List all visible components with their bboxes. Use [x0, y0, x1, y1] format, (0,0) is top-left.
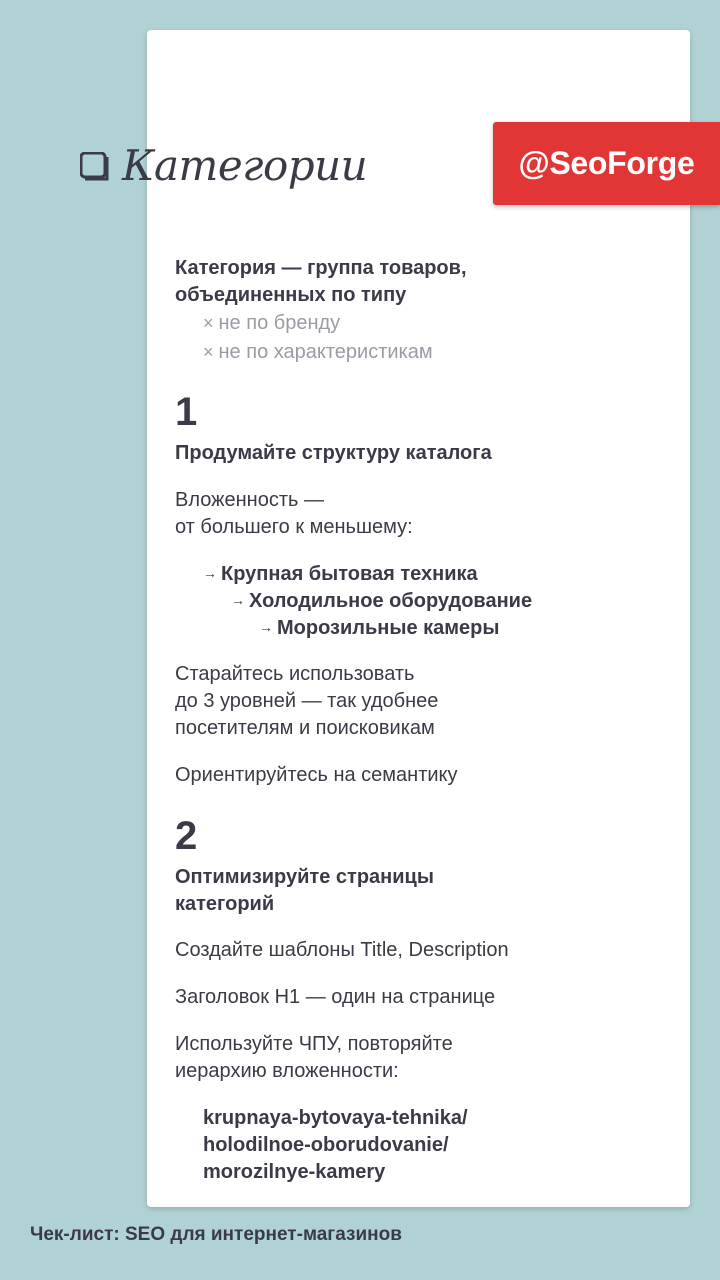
page-title: Категории — [122, 141, 368, 190]
nest-intro-line-2: от большего к меньшему: — [175, 516, 413, 538]
checkbox-icon — [80, 152, 108, 180]
hierarchy-label: Холодильное оборудование — [249, 590, 533, 612]
hierarchy-label: Морозильные камеры — [277, 617, 500, 639]
item-templates: Создайте шаблоны Title, Description — [175, 939, 509, 961]
not-item-label: не по бренду — [218, 312, 341, 334]
arrow-right-icon: → — [203, 565, 217, 581]
section-number-2: 2 — [175, 814, 198, 858]
item-url-line-2: иерархию вложенности: — [175, 1060, 399, 1082]
intro-line-2: объединенных по типу — [175, 284, 407, 306]
cross-icon: × — [203, 313, 214, 333]
section-heading-1: Продумайте структуру каталога — [175, 442, 492, 464]
tip-line-3: посетителям и поисковикам — [175, 717, 435, 739]
intro-line-1: Категория — группа товаров, — [175, 257, 467, 279]
nest-intro-line-1: Вложенность — — [175, 489, 324, 511]
hierarchy-label: Крупная бытовая техника — [221, 563, 478, 585]
item-h1: Заголовок H1 — один на странице — [175, 986, 496, 1008]
not-item-brand — [203, 310, 340, 337]
tip-semantic: Ориентируйтесь на семантику — [175, 764, 458, 786]
not-item-label: не по характеристикам — [218, 341, 433, 363]
hierarchy-level-2 — [231, 588, 532, 616]
section-heading-2-line-1: Оптимизируйте страницы — [175, 866, 434, 888]
url-part-3: morozilnye-kamery — [203, 1161, 386, 1183]
arrow-right-icon: → — [231, 592, 245, 608]
not-item-characteristics — [203, 339, 433, 366]
arrow-right-icon: → — [259, 619, 273, 635]
tip-line-2: до 3 уровней — так удобнее — [175, 690, 439, 712]
title-row — [80, 138, 367, 194]
seoforge-badge: @SeoForge — [493, 122, 720, 205]
cross-icon: × — [203, 342, 214, 362]
section-number-1: 1 — [175, 390, 198, 434]
url-part-2: holodilnoe-oborudovanie/ — [203, 1134, 449, 1156]
footer-caption: Чек-лист: SEO для интернет-магазинов — [30, 1224, 402, 1245]
item-url-line-1: Используйте ЧПУ, повторяйте — [175, 1033, 453, 1055]
section-heading-2-line-2: категорий — [175, 893, 275, 915]
tip-line-1: Старайтесь использовать — [175, 663, 415, 685]
url-part-1: krupnaya-bytovaya-tehnika/ — [203, 1107, 468, 1129]
hierarchy-level-1 — [203, 561, 478, 589]
hierarchy-level-3 — [259, 615, 499, 643]
